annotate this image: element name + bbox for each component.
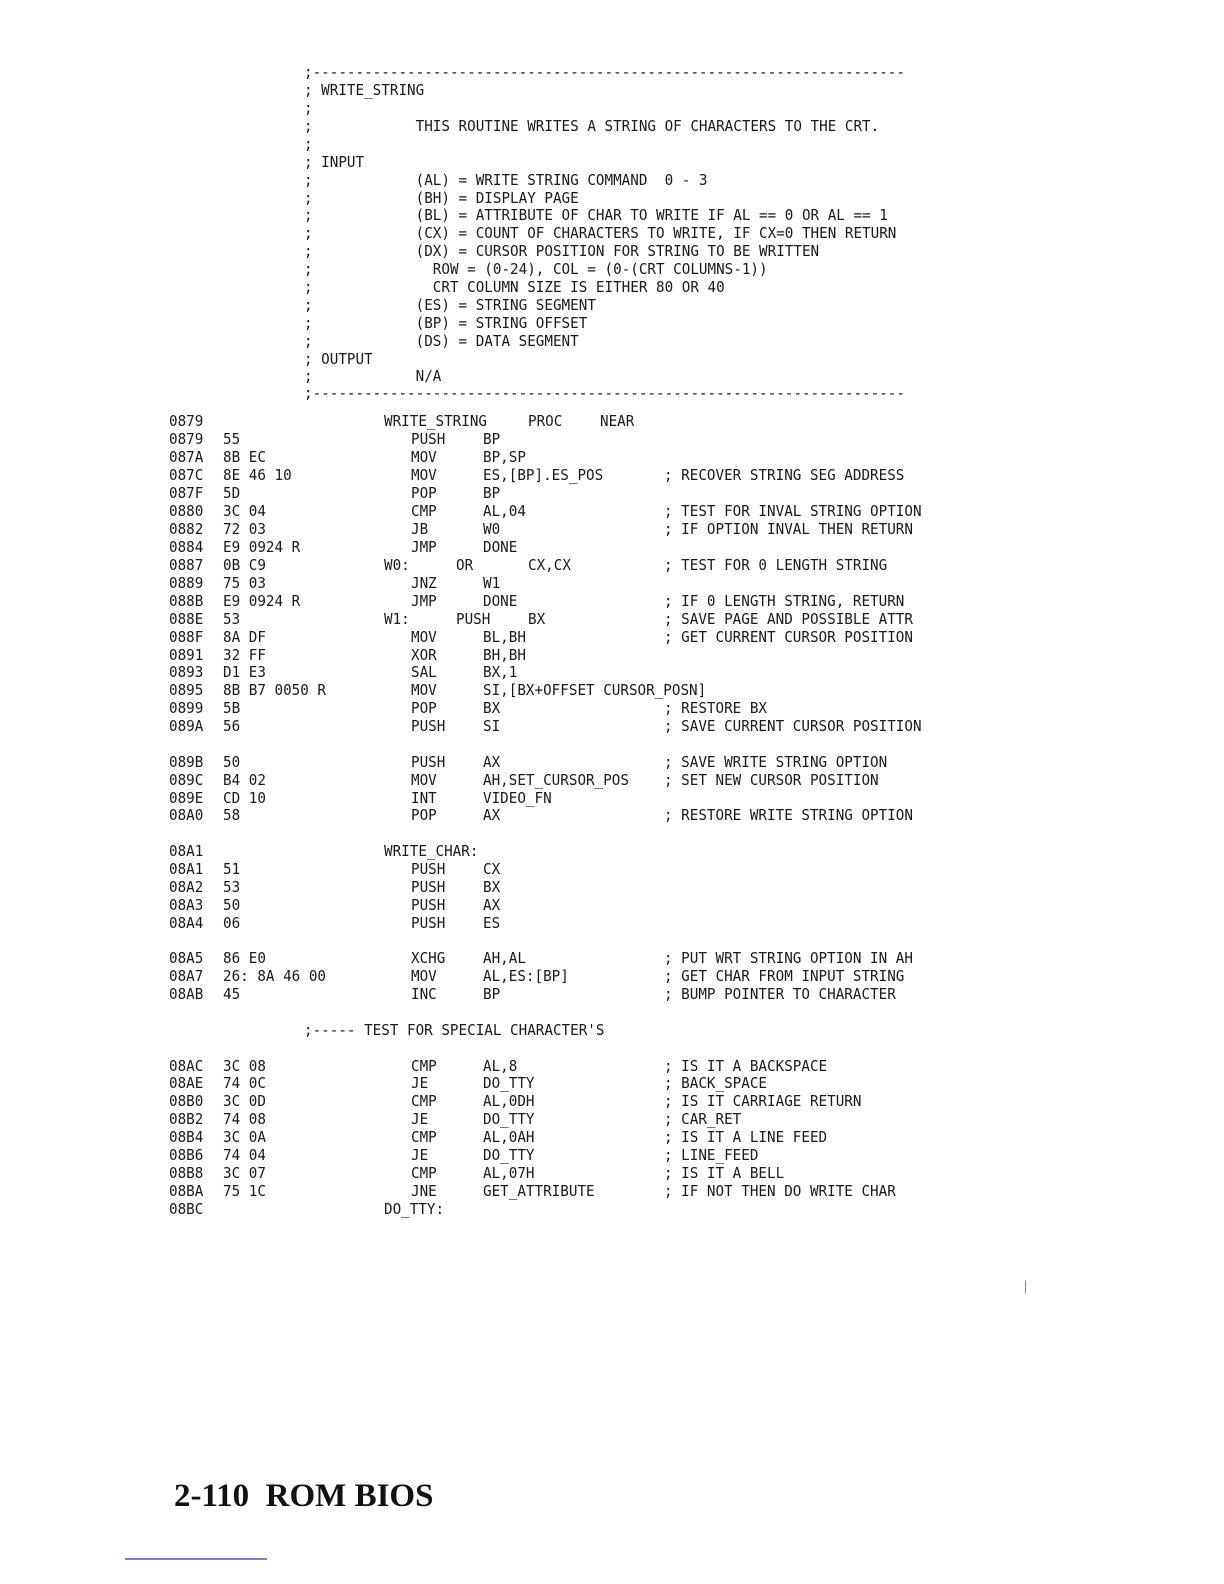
listing-comment: ; IS IT A BACKSPACE — [663, 1057, 828, 1075]
listing-address: 087C — [168, 466, 204, 484]
listing-object-code: 53 — [222, 610, 241, 628]
listing-object-code: 74 04 — [222, 1146, 266, 1164]
listing-operand: W1 — [483, 574, 501, 592]
listing-operand: CX — [483, 860, 501, 878]
listing-address: 08AB — [168, 985, 204, 1003]
listing-opcode: JNZ — [410, 574, 437, 592]
listing-opcode: MOV — [410, 628, 437, 646]
listing-opcode: POP — [410, 484, 437, 502]
header-comment-line: ; N/A — [304, 367, 442, 385]
header-comment-line: ; (CX) = COUNT OF CHARACTERS TO WRITE, IF CX=0 THEN RETURN — [304, 224, 897, 242]
listing-comment: ; IS IT A BELL — [663, 1164, 785, 1182]
listing-operand: SI — [483, 717, 501, 735]
listing-operand: CX,CX — [527, 556, 571, 574]
listing-address: 0879 — [168, 430, 204, 448]
listing-address: 087A — [168, 448, 204, 466]
listing-operand: BX — [527, 610, 546, 628]
listing-operand: BL,BH — [483, 628, 526, 646]
listing-address: 0882 — [168, 520, 204, 538]
listing-operand: ES,[BP].ES_POS — [483, 466, 604, 484]
listing-address: 08A4 — [168, 914, 204, 932]
listing-object-code: 50 — [222, 896, 241, 914]
listing-object-code: 75 1C — [222, 1182, 266, 1200]
listing-comment: ; SAVE WRITE STRING OPTION — [663, 753, 888, 771]
listing-opcode: PUSH — [410, 914, 446, 932]
footer-rule — [125, 1558, 267, 1560]
header-comment-line: ; CRT COLUMN SIZE IS EITHER 80 OR 40 — [304, 278, 725, 296]
header-comment-line: ; INPUT — [304, 153, 365, 171]
listing-comment: ; GET CURRENT CURSOR POSITION — [663, 628, 913, 646]
listing-address: 0889 — [168, 574, 204, 592]
listing-address: 088B — [168, 592, 204, 610]
listing-comment: ; SAVE CURRENT CURSOR POSITION — [663, 717, 922, 735]
listing-operand: BP — [483, 985, 501, 1003]
listing-comment: ; IS IT CARRIAGE RETURN — [663, 1092, 862, 1110]
listing-opcode: XOR — [410, 646, 437, 664]
listing-object-code: 32 FF — [222, 646, 266, 664]
listing-object-code: 8E 46 10 — [222, 466, 292, 484]
listing-opcode: JE — [410, 1146, 429, 1164]
listing-address: 08AC — [168, 1057, 204, 1075]
listing-label: W0: — [383, 556, 410, 574]
listing-address: 088F — [168, 628, 204, 646]
header-comment-line: ; (BH) = DISPLAY PAGE — [304, 189, 579, 207]
listing-object-code: 45 — [222, 985, 241, 1003]
listing-address: 08B0 — [168, 1092, 204, 1110]
listing-comment: ; LINE_FEED — [663, 1146, 759, 1164]
listing-object-code: 3C 0A — [222, 1128, 266, 1146]
listing-object-code: 74 0C — [222, 1074, 266, 1092]
listing-comment: ; GET CHAR FROM INPUT STRING — [663, 967, 905, 985]
listing-operand: DO_TTY — [483, 1110, 535, 1128]
listing-object-code: E9 0924 R — [222, 592, 301, 610]
listing-address: 08B2 — [168, 1110, 204, 1128]
listing-address: 08B4 — [168, 1128, 204, 1146]
listing-operand: AL,07H — [483, 1164, 535, 1182]
listing-opcode: PUSH — [410, 896, 446, 914]
listing-opcode: CMP — [410, 1128, 437, 1146]
listing-address: 087F — [168, 484, 204, 502]
listing-opcode: PUSH — [455, 610, 491, 628]
listing-operand: AL,0AH — [483, 1128, 535, 1146]
listing-address: 0895 — [168, 681, 204, 699]
listing-object-code: 8B B7 0050 R — [222, 681, 327, 699]
listing-opcode: PUSH — [410, 860, 446, 878]
listing-address: 08A3 — [168, 896, 204, 914]
header-comment-line: ; (BP) = STRING OFFSET — [304, 314, 588, 332]
listing-opcode: OR — [455, 556, 474, 574]
listing-comment: ; SET NEW CURSOR POSITION — [663, 771, 879, 789]
header-comment-line: ; (DS) = DATA SEGMENT — [304, 332, 579, 350]
listing-object-code: 72 03 — [222, 520, 266, 538]
listing-object-code: 26: 8A 46 00 — [222, 967, 327, 985]
listing-address: 0887 — [168, 556, 204, 574]
listing-address: 08A1 — [168, 860, 204, 878]
listing-comment: ; SAVE PAGE AND POSSIBLE ATTR — [663, 610, 913, 628]
listing-address: 089C — [168, 771, 204, 789]
listing-opcode: MOV — [410, 771, 437, 789]
listing-opcode: POP — [410, 699, 437, 717]
listing-object-code: 3C 04 — [222, 502, 266, 520]
listing-address: 08BC — [168, 1200, 204, 1218]
stray-pen-mark — [1025, 1280, 1028, 1294]
listing-opcode: INC — [410, 985, 437, 1003]
listing-object-code: 86 E0 — [222, 949, 266, 967]
listing-comment: ; BUMP POINTER TO CHARACTER — [663, 985, 896, 1003]
listing-address: 08A5 — [168, 949, 204, 967]
listing-opcode: CMP — [410, 1164, 437, 1182]
listing-address: 08BA — [168, 1182, 204, 1200]
listing-operand: GET_ATTRIBUTE — [483, 1182, 595, 1200]
listing-comment: ; IF NOT THEN DO WRITE CHAR — [663, 1182, 896, 1200]
listing-address: 0884 — [168, 538, 204, 556]
listing-address: 08A0 — [168, 806, 204, 824]
header-comment-line: ; — [304, 135, 313, 153]
listing-comment: ; RESTORE WRITE STRING OPTION — [663, 806, 913, 824]
listing-operand: AX — [483, 753, 501, 771]
listing-address: 08B8 — [168, 1164, 204, 1182]
listing-operand: VIDEO_FN — [483, 789, 552, 807]
listing-opcode: MOV — [410, 448, 437, 466]
listing-opcode: PUSH — [410, 430, 446, 448]
listing-object-code: 5D — [222, 484, 241, 502]
listing-opcode: JE — [410, 1074, 429, 1092]
listing-object-code: 58 — [222, 806, 241, 824]
listing-operand: BP,SP — [483, 448, 526, 466]
listing-object-code: 56 — [222, 717, 241, 735]
listing-object-code: 0B C9 — [222, 556, 266, 574]
listing-address: 08B6 — [168, 1146, 204, 1164]
listing-comment: ; RECOVER STRING SEG ADDRESS — [663, 466, 905, 484]
listing-object-code: 8B EC — [222, 448, 266, 466]
header-comment-line: ; ROW = (0-24), COL = (0-(CRT COLUMNS-1)) — [304, 260, 768, 278]
listing-comment: ; TEST FOR 0 LENGTH STRING — [663, 556, 888, 574]
listing-operand: BP — [483, 484, 501, 502]
listing-operand: SI,[BX+OFFSET CURSOR_POSN] — [483, 681, 707, 699]
listing-object-code: E9 0924 R — [222, 538, 301, 556]
header-comment-line: ; (AL) = WRITE STRING COMMAND 0 - 3 — [304, 171, 708, 189]
listing-address: 0879 — [168, 412, 204, 430]
listing-address: 0891 — [168, 646, 204, 664]
listing-object-code: 8A DF — [222, 628, 266, 646]
listing-opcode: CMP — [410, 1092, 437, 1110]
listing-label: WRITE_STRING — [383, 412, 488, 430]
listing-operand: W0 — [483, 520, 501, 538]
listing-object-code: 3C 0D — [222, 1092, 266, 1110]
header-comment-line: ; (BL) = ATTRIBUTE OF CHAR TO WRITE IF AL == 0 OR AL == 1 — [304, 206, 888, 224]
listing-address: 089E — [168, 789, 204, 807]
listing-address: 088E — [168, 610, 204, 628]
listing-address: 089A — [168, 717, 204, 735]
page-footer: 2-110 ROM BIOS — [174, 1478, 434, 1514]
listing-address: 0899 — [168, 699, 204, 717]
listing-opcode: INT — [410, 789, 437, 807]
header-comment-line: ;--------------------------------------------------------------------- — [304, 63, 905, 81]
listing-object-code: 50 — [222, 753, 241, 771]
listing-operand: DONE — [483, 538, 518, 556]
listing-opcode: MOV — [410, 681, 437, 699]
header-comment-line: ; (DX) = CURSOR POSITION FOR STRING TO BE WRITTEN — [304, 242, 820, 260]
listing-object-code: 51 — [222, 860, 241, 878]
listing-opcode: CMP — [410, 502, 437, 520]
listing-object-code: 06 — [222, 914, 241, 932]
listing-address: 08A7 — [168, 967, 204, 985]
listing-operand: BP — [483, 430, 501, 448]
listing-opcode: JE — [410, 1110, 429, 1128]
listing-opcode: PUSH — [410, 753, 446, 771]
listing-address: 08A2 — [168, 878, 204, 896]
listing-object-code: B4 02 — [222, 771, 266, 789]
listing-operand: AL,ES:[BP] — [483, 967, 569, 985]
listing-operand: DO_TTY — [483, 1146, 535, 1164]
listing-opcode: POP — [410, 806, 437, 824]
listing-operand: BX — [483, 699, 501, 717]
listing-operand: DONE — [483, 592, 518, 610]
listing-opcode: PUSH — [410, 878, 446, 896]
listing-operand: AL,8 — [483, 1057, 518, 1075]
listing-comment: ; RESTORE BX — [663, 699, 768, 717]
header-comment-line: ;--------------------------------------------------------------------- — [304, 384, 905, 402]
listing-object-code: 74 08 — [222, 1110, 266, 1128]
listing-opcode: JB — [410, 520, 429, 538]
listing-object-code: 3C 07 — [222, 1164, 266, 1182]
listing-comment: ; CAR_RET — [663, 1110, 742, 1128]
listing-opcode: XCHG — [410, 949, 446, 967]
listing-comment: ; IF 0 LENGTH STRING, RETURN — [663, 592, 905, 610]
listing-operand: DO_TTY — [483, 1074, 535, 1092]
header-comment-line: ; OUTPUT — [304, 350, 373, 368]
listing-address: 0893 — [168, 663, 204, 681]
listing-label: DO_TTY: — [383, 1200, 445, 1218]
listing-opcode: MOV — [410, 466, 437, 484]
listing-comment: ; BACK_SPACE — [663, 1074, 768, 1092]
listing-operand: BH,BH — [483, 646, 526, 664]
listing-address: 089B — [168, 753, 204, 771]
listing-comment: ; PUT WRT STRING OPTION IN AH — [663, 949, 913, 967]
section-comment: ;----- TEST FOR SPECIAL CHARACTER'S — [303, 1021, 605, 1039]
listing-operand: BX,1 — [483, 663, 518, 681]
listing-comment: ; TEST FOR INVAL STRING OPTION — [663, 502, 922, 520]
listing-opcode: JMP — [410, 538, 437, 556]
listing-opcode: CMP — [410, 1057, 437, 1075]
listing-opcode: JMP — [410, 592, 437, 610]
listing-opcode: PUSH — [410, 717, 446, 735]
listing-address: 08A1 — [168, 842, 204, 860]
listing-operand: AL,0DH — [483, 1092, 535, 1110]
listing-operand: BX — [483, 878, 501, 896]
listing-operand: AX — [483, 806, 501, 824]
listing-comment: ; IS IT A LINE FEED — [663, 1128, 828, 1146]
header-comment-line: ; THIS ROUTINE WRITES A STRING OF CHARACTERS TO THE CRT. — [304, 117, 880, 135]
listing-object-code: 53 — [222, 878, 241, 896]
listing-object-code: 3C 08 — [222, 1057, 266, 1075]
header-comment-line: ; WRITE_STRING — [304, 81, 425, 99]
header-comment-line: ; (ES) = STRING SEGMENT — [304, 296, 596, 314]
listing-object-code: CD 10 — [222, 789, 266, 807]
listing-opcode: PROC — [527, 412, 563, 430]
header-comment-line: ; — [304, 99, 313, 117]
listing-address: 0880 — [168, 502, 204, 520]
listing-operand: AX — [483, 896, 501, 914]
listing-object-code: D1 E3 — [222, 663, 266, 681]
listing-opcode: MOV — [410, 967, 437, 985]
listing-opcode: SAL — [410, 663, 437, 681]
listing-label: W1: — [383, 610, 410, 628]
listing-object-code: 75 03 — [222, 574, 266, 592]
listing-object-code: 55 — [222, 430, 241, 448]
listing-operand: AH,SET_CURSOR_POS — [483, 771, 629, 789]
listing-comment: ; IF OPTION INVAL THEN RETURN — [663, 520, 913, 538]
listing-operand: NEAR — [599, 412, 635, 430]
listing-operand: AH,AL — [483, 949, 526, 967]
listing-operand: AL,04 — [483, 502, 526, 520]
listing-operand: ES — [483, 914, 501, 932]
listing-object-code: 5B — [222, 699, 241, 717]
listing-address: 08AE — [168, 1074, 204, 1092]
listing-label: WRITE_CHAR: — [383, 842, 479, 860]
listing-opcode: JNE — [410, 1182, 437, 1200]
